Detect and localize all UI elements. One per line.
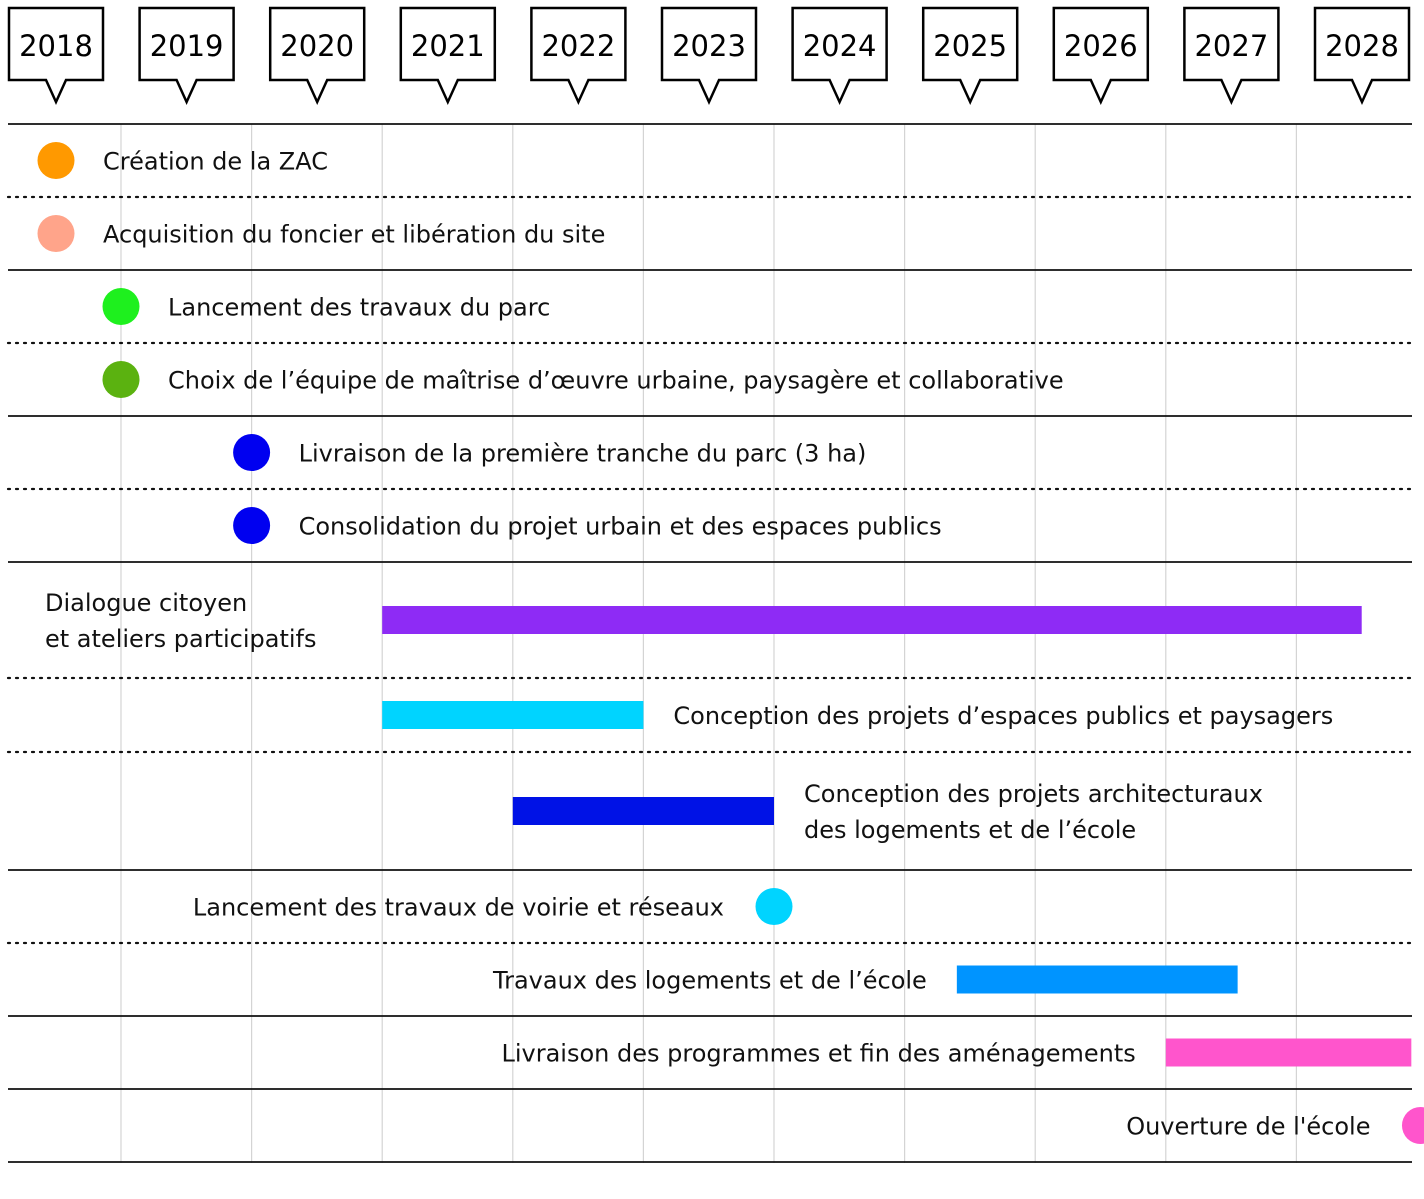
milestone-row bbox=[103, 361, 1064, 398]
row-label: Ouverture de l'école bbox=[1126, 1112, 1371, 1141]
year-tag bbox=[1054, 8, 1148, 102]
year-tag bbox=[793, 8, 887, 102]
year-tag bbox=[9, 8, 103, 102]
milestone-row bbox=[193, 888, 793, 925]
year-label: 2025 bbox=[933, 29, 1008, 63]
rows bbox=[38, 142, 1424, 1144]
year-tag bbox=[1184, 8, 1278, 102]
row-label: Livraison des programmes et fin des aménagements bbox=[501, 1039, 1136, 1068]
row-label: Conception des projets architecturaux bbox=[804, 780, 1263, 808]
milestone-dot bbox=[103, 361, 140, 398]
timeline-bar bbox=[1166, 1039, 1412, 1067]
year-tag bbox=[1315, 8, 1409, 102]
year-label: 2028 bbox=[1325, 29, 1399, 63]
row-label: des logements et de l’école bbox=[804, 816, 1137, 844]
year-label: 2023 bbox=[672, 29, 746, 63]
timeline-bar bbox=[382, 606, 1361, 634]
row-label: Travaux des logements et de l’école bbox=[492, 966, 927, 995]
year-tag bbox=[270, 8, 364, 102]
timeline-bar bbox=[957, 966, 1238, 994]
milestone-dot bbox=[1402, 1107, 1424, 1144]
year-label: 2022 bbox=[541, 29, 616, 63]
year-label: 2026 bbox=[1063, 29, 1138, 63]
timeline-bar-row bbox=[45, 589, 1362, 653]
milestone-row bbox=[103, 288, 551, 325]
row-label: Consolidation du projet urbain et des espaces publics bbox=[298, 512, 942, 541]
year-tag bbox=[401, 8, 495, 102]
milestone-dot bbox=[38, 142, 75, 179]
milestone-row bbox=[38, 215, 606, 252]
year-label: 2027 bbox=[1194, 29, 1269, 63]
year-label: 2021 bbox=[410, 29, 485, 63]
row-label: Acquisition du foncier et libération du site bbox=[103, 220, 606, 249]
year-tag bbox=[662, 8, 756, 102]
milestone-dot bbox=[233, 507, 270, 544]
year-label: 2019 bbox=[149, 29, 224, 63]
year-tag bbox=[531, 8, 625, 102]
year-label: 2024 bbox=[802, 29, 877, 63]
milestone-row bbox=[1126, 1107, 1424, 1144]
milestone-row bbox=[233, 434, 866, 471]
milestone-row bbox=[233, 507, 942, 544]
row-label: Lancement des travaux de voirie et réseaux bbox=[192, 893, 724, 922]
year-tag bbox=[140, 8, 234, 102]
timeline-bar-row bbox=[513, 780, 1263, 844]
year-label: 2018 bbox=[19, 29, 93, 63]
year-tag bbox=[923, 8, 1017, 102]
row-label: Choix de l’équipe de maîtrise d’œuvre urbaine, paysagère et collaborative bbox=[168, 366, 1064, 395]
row-label: Conception des projets d’espaces publics et paysagers bbox=[673, 702, 1334, 730]
year-label: 2020 bbox=[280, 29, 355, 63]
milestone-row bbox=[38, 142, 329, 179]
row-label: et ateliers participatifs bbox=[45, 625, 317, 653]
row-label: Dialogue citoyen bbox=[45, 589, 248, 617]
timeline-bar-row bbox=[382, 701, 1333, 730]
milestone-dot bbox=[756, 888, 793, 925]
timeline-bar-row bbox=[492, 966, 1238, 995]
timeline-bar bbox=[382, 701, 643, 729]
timeline-bar-row bbox=[501, 1039, 1411, 1068]
row-label: Lancement des travaux du parc bbox=[168, 293, 551, 322]
timeline-bar bbox=[513, 797, 774, 825]
milestone-dot bbox=[103, 288, 140, 325]
row-label: Livraison de la première tranche du parc (3 ha) bbox=[298, 439, 867, 468]
row-label: Création de la ZAC bbox=[103, 147, 328, 176]
year-axis bbox=[9, 8, 1409, 102]
milestone-dot bbox=[233, 434, 270, 471]
milestone-dot bbox=[38, 215, 75, 252]
